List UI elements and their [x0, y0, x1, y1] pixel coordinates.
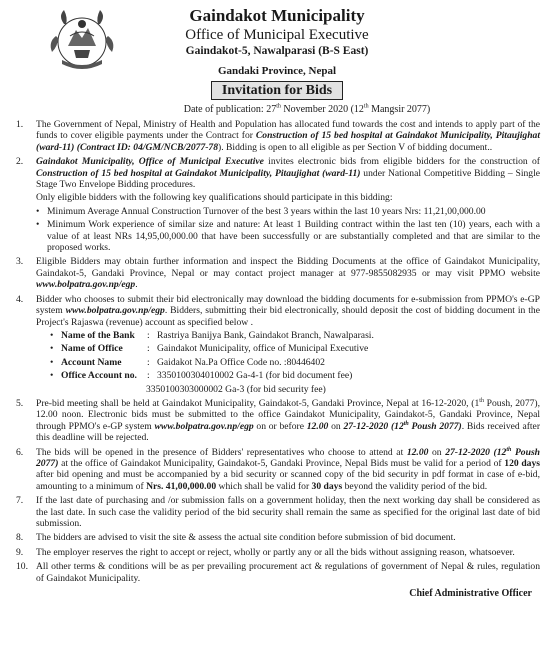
publication-date: Date of publication: 27th November 2020 (12th Mangsir 2077): [183, 103, 431, 115]
qualification-turnover: • Minimum Average Annual Construction Turnover of the best 3 years within the last 10 years Nrs: 11,21,00,000.00: [36, 206, 540, 217]
office-address: Gaindakot-5, Nawalparasi (B-S East): [185, 45, 369, 57]
bank-details: • Name of the Bank : Rastriya Banijya Bank, Gaindakot Branch, Nawalparasi. • Name of Office : Gaindakot Municipality, office of Municipal Executive • Account Name : Gaidakot Na.Pa Office Code no. :80446402 • Office Account no. : 3350100304010002 Ga-4-1 (for bid document fee) 3350100303000002 Ga-3 (for bid security fee): [50, 330, 540, 395]
clause-1: 1. The Government of Nepal, Ministry of Health and Population has allocated fund towards the cost and intends to apply part of the funds to cover eligible payments under the Contract for Construction of 15 bed hospital at Gaindakot Municipality, Pitaujighat (ward-11) (Contract ID: 04/GM/NCB/2077-78). Bidding is open to all eligible as per Section V of bidding document..: [16, 119, 541, 153]
clause-number: 4.: [16, 293, 24, 305]
header-text: [14, 6, 540, 100]
clause-number: 5.: [16, 397, 24, 409]
account-name-label: • Account Name: [61, 356, 122, 368]
clause-8: 8. The bidders are advised to visit the site & assess the actual site condition before submission of bid document.: [16, 532, 456, 544]
qualification-experience: • Minimum Work experience of similar size and nature: At least 1 Building contract within the last ten (10) years, each with a value of at least NRs 14,95,00,000.00 that have been successfully or are substantially completed and that are similar to the proposed works.: [36, 219, 540, 253]
clause-4: 4. Bidder who chooses to submit their bid electronically may download the bidding documents for e-submission from PPMO's e-GP system www.bolpatra.gov.np/egp. Bidders, submitting their bid electronically, should deposit the cost of bidding document in the Project's Rajaswa (revenue) account as specified below . • Name of the Bank : Rastriya Banijya Bank, Gaindakot Branch, Nawalparasi. • Name of Office : Gaindakot Municipality, office of Municipal Executive • Account Name : Gaidakot Na.Pa Office Code no. :80446402 • Office Account no. : 3350100304010002 Ga-4-1 (for bid document fee) 3350100303000002 Ga-3 (for bid security fee): [14, 294, 540, 395]
clause-number: 9.: [16, 546, 24, 558]
clause-6: 6. The bids will be opened in the presence of Bidders' representatives who choose to attend at 12.00 on 27-12-2020 (12th Poush 2077) at the office of Gaindakot Municipality, Gaindakot-5, Gandaki Province, Nepal Bids must be valid for a period of 120 days after bid opening and must be accompanied by a bid security or scanned copy of the bid security in pdf format in case of e-bid, amounting to a minimum of Nrs. 41,00,000.00 which shall be valid for 30 days beyond the validity period of the bid.: [16, 446, 541, 492]
office-name: Office of Municipal Executive: [185, 27, 369, 43]
clause-number: 10.: [16, 561, 28, 573]
clause-number: 2.: [16, 156, 24, 168]
signature-title: Chief Administrative Officer: [409, 588, 532, 600]
clause-number: 1.: [16, 119, 24, 130]
bank-name-value: Rastriya Banijya Bank, Gaindakot Branch, Nawalparasi.: [157, 329, 374, 341]
bank-name-label: • Name of the Bank: [61, 329, 135, 341]
account-number-label: • Office Account no.: [61, 370, 137, 382]
clause-10: 10. All other terms & conditions will be as per prevailing procurement act & regulations of government of Nepal & rules, regulation of Gaindakot Municipality.: [16, 561, 540, 584]
notice-title: Invitation for Bids: [211, 81, 343, 100]
clause-number: 8.: [16, 532, 24, 544]
clause-9: 9. The employer reserves the right to accept or reject, wholly or partly any or all the bids without assigning reason, whatsoever.: [16, 546, 515, 558]
office-name-value: Gaindakot Municipality, office of Municipal Executive: [157, 343, 369, 355]
province-line: Gandaki Province, Nepal: [217, 65, 337, 77]
org-name: Gaindakot Municipality: [189, 6, 365, 25]
clause-number: 3.: [16, 256, 24, 268]
clause-5: 5. Pre-bid meeting shall be held at Gaindakot Municipality, Gaindakot-5, Gandaki Province, Nepal at 16-12-2020, (1th Poush, 2077), 12.00 noon. Electronic bids must be submitted to the office Gaindakot Municipality, Gaindakot-5, Gandaki Province, Nepal through PPMO's e-GP system www.bolpatra.gov.np/egp on or before 12.00 on 27-12-2020 (12th Poush 2077). Bids received after this deadline will be rejected.: [16, 397, 541, 444]
clause-3: 3. Eligible Bidders may obtain further information and inspect the Bidding Documents at the office of Gaindakot Municipality, Gaindakot-5, Gandaki Province, Nepal or may contact project manager at 977-9855082935 or may visit PPMO website www.bolpatra.gov.np/egp.: [16, 256, 540, 291]
account-number-value-2: 3350100303000002 Ga-3 (for bid security fee): [146, 383, 326, 395]
eligibility-intro: Only eligible bidders with the following key qualifications should participate in this bidding:: [36, 192, 393, 204]
account-number-value: 3350100304010002 Ga-4-1 (for bid document fee): [157, 370, 353, 382]
clause-number: 6.: [16, 446, 24, 458]
clause-number: 7.: [16, 495, 24, 507]
office-name-label: • Name of Office: [61, 343, 123, 355]
clause-2: 2. Gaindakot Municipality, Office of Municipal Executive invites electronic bids from eligible bidders for the construction of Construction of 15 bed hospital at Gaindakot Municipality, Pitaujighat (ward-11) under National Competitive Bidding – Single Stage Two Envelope Bidding procedures. Only eligible bidders with the following key qualifications should participate in this bidding: • Minimum Average Annual Construction Turnover of the best 3 years within the last 10 years Nrs: 11,21,00,000.00 • Minimum Work experience of similar size and nature: At least 1 Building contract within the last ten (10) years, each with a value of at least NRs 14,95,00,000.00 that have been successfully or are substantially completed and that are similar to the proposed works.: [14, 156, 540, 253]
account-name-value: Gaidakot Na.Pa Office Code no. :80446402: [157, 356, 325, 368]
notice-header: [14, 4, 540, 102]
clause-7: 7. If the last date of purchasing and /or submission falls on a government holiday, then the next working day shall be considered as the last date. In such case the validity period of the bid security shall remain the same as specified for the original last date of bid submission.: [16, 495, 540, 529]
